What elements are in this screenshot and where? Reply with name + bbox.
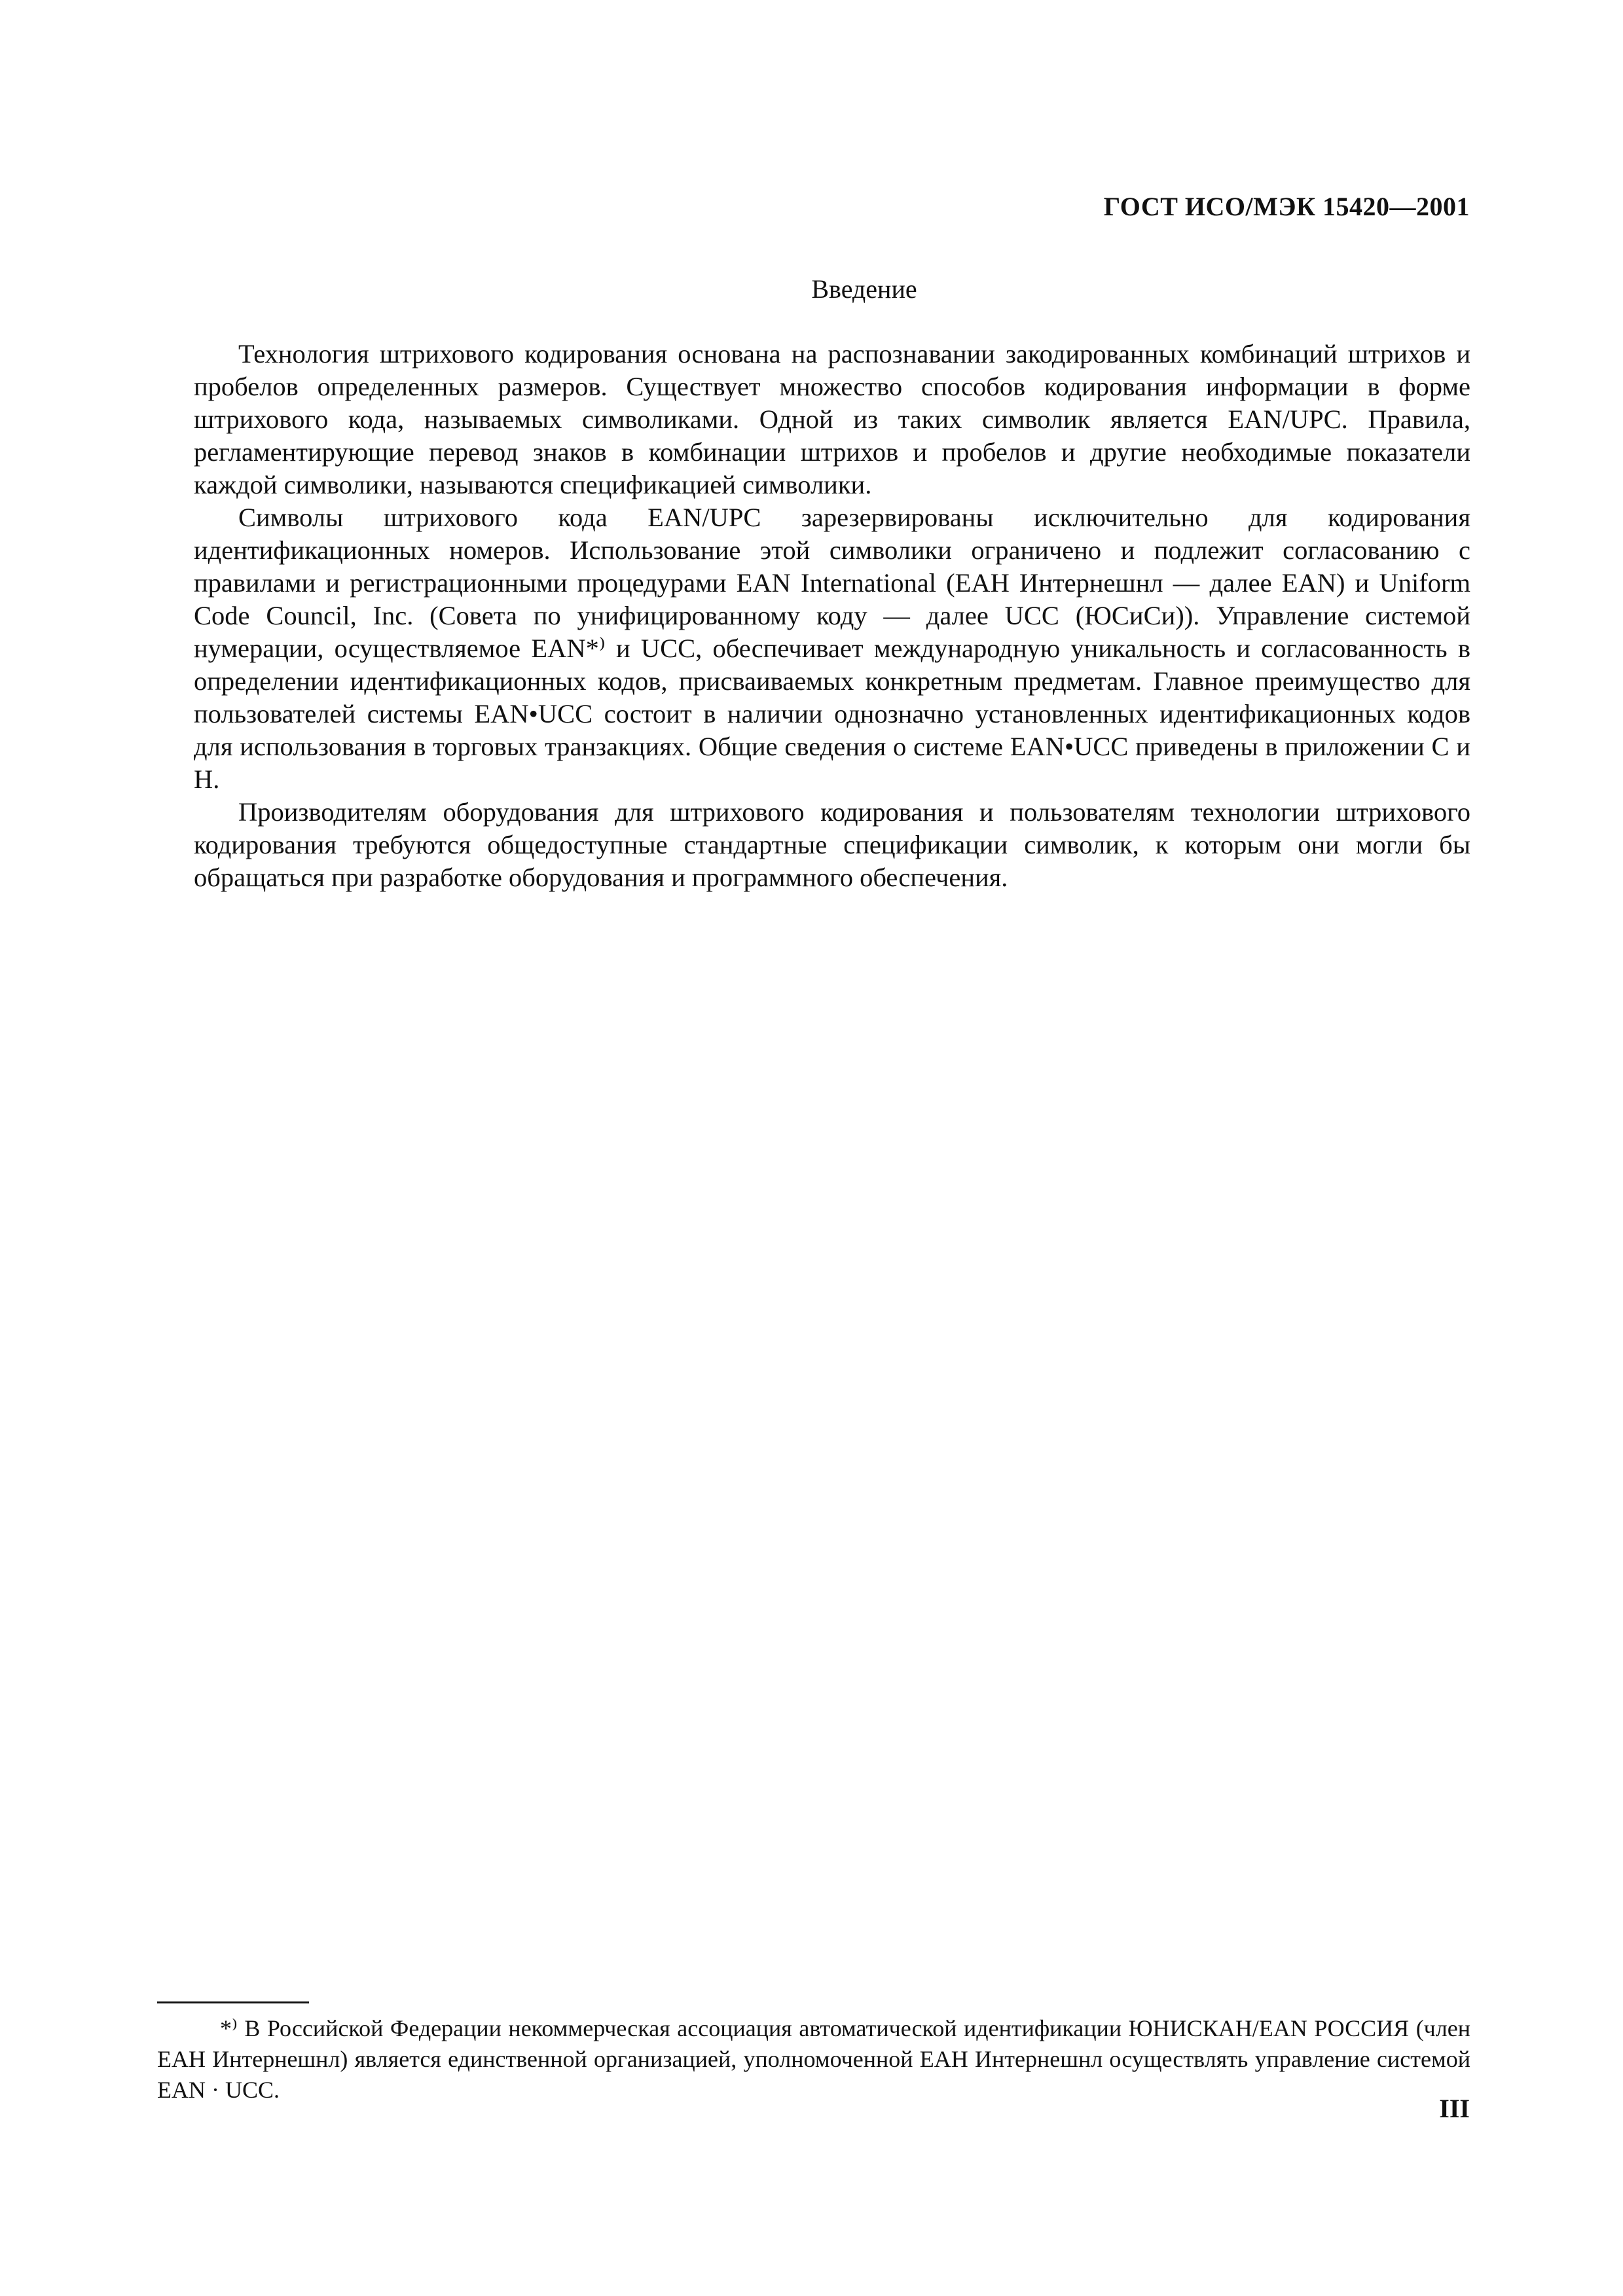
footnote-divider	[157, 2001, 309, 2003]
paragraph-1: Технология штрихового кодирования основана на распознавании закодированных комбинаций штрихов и пробелов определенных размеров. Существует множество способов кодирования информации в форме штрихового кода, называемых символиками. Одной из таких символик является EAN/UPC. Правила, регламентирующие перевод знаков в комбинации штрихов и пробелов и другие необходимые показатели каждой символики, называются спецификацией символики.	[194, 339, 1470, 499]
paragraph-3: Производителям оборудования для штрихового кодирования и пользователям технологии штрихового кодирования требуются общедоступные стандартные спецификации символик, к которым они могли бы обращаться при разработке оборудования и программного обеспечения.	[194, 797, 1470, 892]
paragraph-2: Символы штрихового кода EAN/UPC зарезервированы исключительно для кодирования идентификационных номеров. Использование этой символики ограничено и подлежит согласованию с правилами и регистрационными процедурами EAN International (ЕАН Интернешнл — далее EAN) и Uniform Code Council, Inc. (Совета по унифицированному коду — далее UCC (ЮСиСи)). Управление системой нумерации, осуществляемое EAN*⁾ и UCC, обеспечивает международную уникальность и согласованность в определении идентификационных кодов, присваиваемых конкретным предметам. Главное преимущество для пользователей системы EAN•UCC состоит в наличии однозначно установленных идентификационных кодов для использования в торговых транзакциях. Общие сведения о системе EAN•UCC приведены в приложении С и Н.	[194, 503, 1470, 794]
page-number: III	[1439, 2094, 1470, 2123]
body-text	[194, 338, 1470, 894]
footnote: *⁾ В Российской Федерации некоммерческая ассоциация автоматической идентификации ЮНИСКАН/EAN РОССИЯ (член ЕАН Интернешнл) является единственной организацией, уполномоченной ЕАН Интернешнл осуществлять управление системой EAN · UCC.	[157, 2015, 1470, 2103]
section-title: Введение	[811, 274, 917, 304]
document-code-header: ГОСТ ИСО/МЭК 15420—2001	[1103, 192, 1470, 221]
